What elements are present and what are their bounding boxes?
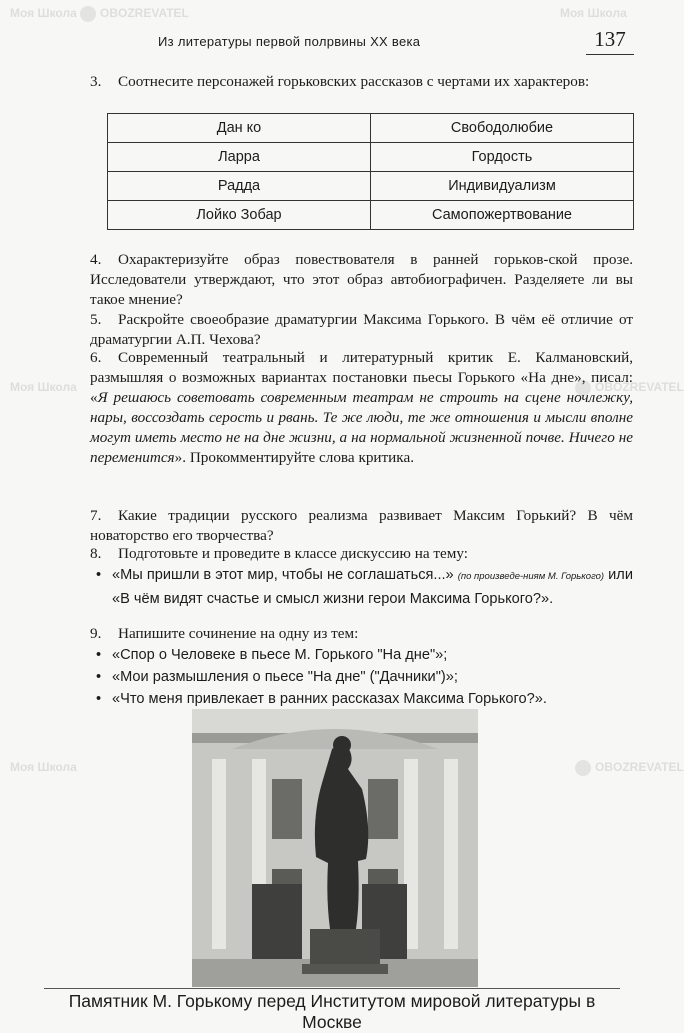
running-header: Из литературы первой полрвины ХХ века xyxy=(158,34,421,49)
character-cell: Лойко Зобар xyxy=(108,201,371,230)
question-text: Раскройте своеобразие драматургии Максима Горького. В чём её отличие от драматургии А.П. Чехова? xyxy=(90,311,633,348)
watermark-logo: OBOZREVATEL xyxy=(575,760,684,776)
watermark: Моя Школа xyxy=(10,760,77,774)
table-row xyxy=(108,201,634,230)
question-number: 3. xyxy=(90,73,102,90)
question-text: Современный театральный и литературный критик Е. Калмановский, размышляя о возможных вариантах постановки пьесы Горького «На дне», писал: « xyxy=(90,349,633,406)
question-text: Напишите сочинение на одну из тем: xyxy=(118,625,359,642)
question-number: 8. xyxy=(90,545,102,562)
essay-topic: • «Что меня привлекает в ранних рассказах Максима Горького?». xyxy=(94,688,633,710)
question-5 xyxy=(90,310,633,350)
question-number: 6. xyxy=(90,349,102,366)
character-cell: Радда xyxy=(108,172,371,201)
character-cell: Дан ко xyxy=(108,114,371,143)
trait-cell: Индивидуализм xyxy=(371,172,634,201)
table-row xyxy=(108,114,634,143)
question-text: Какие традиции русского реализма развивает Максим Горький? В чём новаторство его творчества? xyxy=(90,507,633,544)
question-text: Подготовьте и проведите в классе дискуссию на тему: xyxy=(118,545,468,562)
monument-photo xyxy=(192,709,478,987)
trait-cell: Гордость xyxy=(371,143,634,172)
question-8 xyxy=(90,544,633,610)
question-text: Соотнесите персонажей горьковских рассказов с чертами их характеров: xyxy=(118,73,590,90)
question-number: 9. xyxy=(90,625,102,642)
watermark: Моя Школа xyxy=(10,6,77,20)
trait-cell: Свободолюбие xyxy=(371,114,634,143)
essay-topic: • «Мои размышления о пьесе "На дне" ("Дачники")»; xyxy=(94,666,633,688)
page-number: 137 xyxy=(586,27,634,55)
question-4 xyxy=(90,250,633,310)
topic-note: (по произведе-ниям М. Горького) xyxy=(457,571,605,582)
question-number: 4. xyxy=(90,251,102,268)
watermark: Моя Школа xyxy=(560,6,627,20)
watermark: Моя Школа xyxy=(10,380,77,394)
watermark-logo: OBOZREVATEL xyxy=(575,380,684,396)
critic-quote: Я решаюсь советовать современным театрам не строить на сцене ночлежку, нары, воссоздать серость и рвань. Те же люди, те же отношения и мысли вполне могут иметь место не на дне жизни, а на нормальной жизненной почве. Ничего не переменится xyxy=(90,389,633,466)
question-6 xyxy=(90,348,633,468)
watermark-logo: OBOZREVATEL xyxy=(80,6,189,22)
question-7 xyxy=(90,506,633,546)
question-text: Охарактеризуйте образ повествователя в ранней горьков-ской прозе. Исследователи утверждают, что этот образ автобиографичен. Разделяете ли вы такое мнение? xyxy=(90,251,633,308)
table-row xyxy=(108,143,634,172)
essay-topic: • «Спор о Человеке в пьесе М. Горького "На дне"»; xyxy=(94,644,633,666)
question-9 xyxy=(90,624,633,710)
question-number: 7. xyxy=(90,507,102,524)
character-cell: Ларра xyxy=(108,143,371,172)
question-text-tail: ». Прокомментируйте слова критика. xyxy=(174,449,414,466)
trait-cell: Самопожертвование xyxy=(371,201,634,230)
question-number: 5. xyxy=(90,311,102,328)
discussion-topic: • «Мы пришли в этот мир, чтобы не соглашаться...» (по произведе-ниям М. Горького) или «В чём видят счастье и смысл жизни герои Максима Горького?». xyxy=(94,564,633,610)
table-row xyxy=(108,172,634,201)
matching-table xyxy=(107,113,634,230)
question-3 xyxy=(90,72,633,92)
photo-caption: Памятник М. Горькому перед Институтом мировой литературы в Москве xyxy=(44,988,620,1033)
